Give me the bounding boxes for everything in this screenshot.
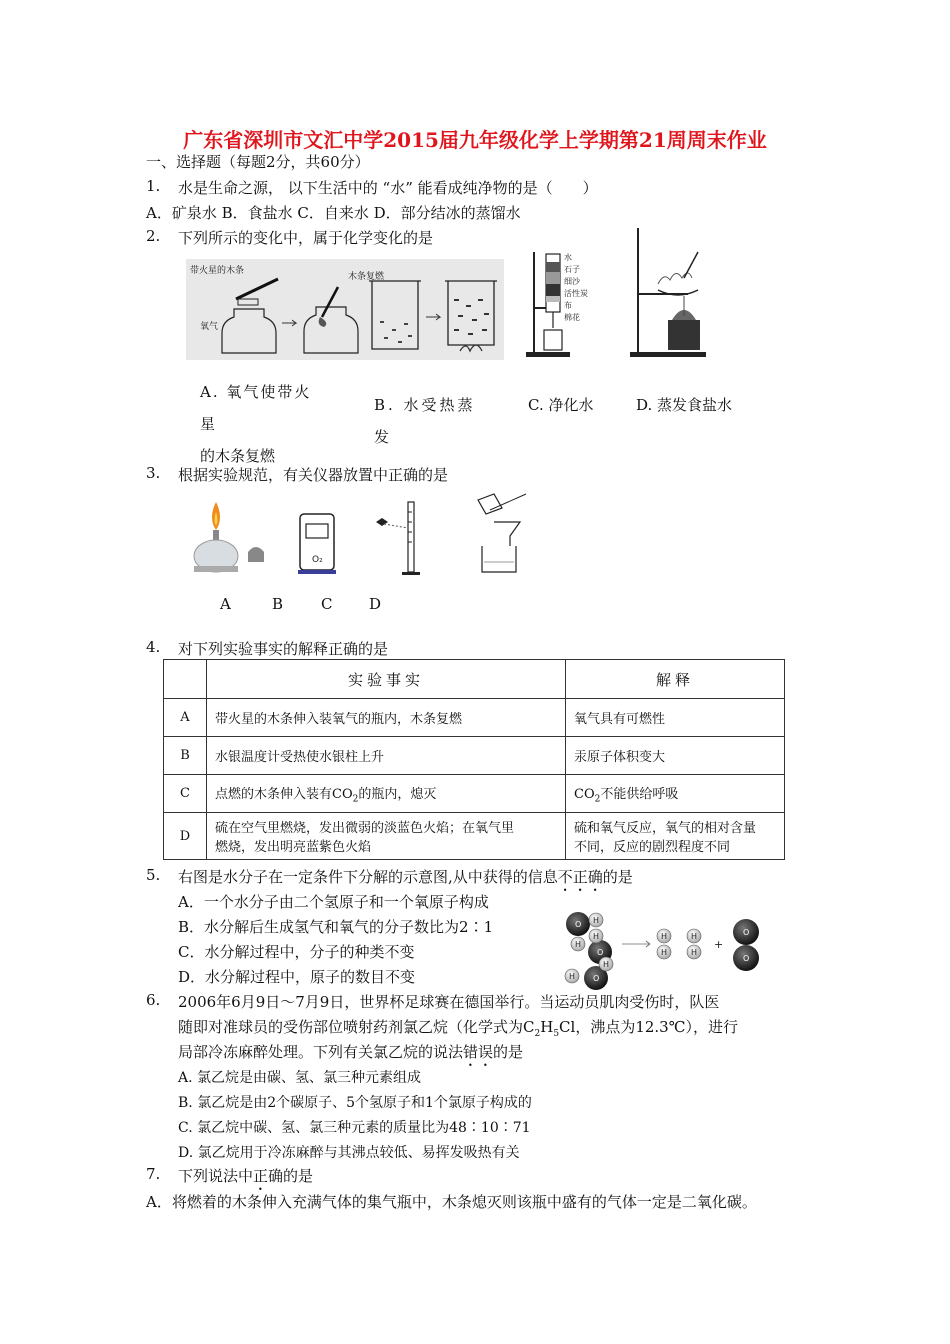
row-explanation: 汞原子体积变大 [566,737,785,775]
svg-text:H: H [593,932,600,941]
svg-text:O: O [575,920,582,929]
q2-option-a-line1: A. 氧气使带火 [200,383,312,401]
row-key: C [164,775,207,813]
q1-number: 1. [146,177,161,195]
q5-water-decomposition-diagram [560,906,770,994]
q3-label-d: D [369,595,382,613]
q5-option-d: D．水分解过程中，原子的数目不变 [178,968,416,986]
q6-option-a: A. 氯乙烷是由碳、氢、氯三种元素组成 [178,1070,422,1086]
label-oxygen: 氧气 [200,322,219,332]
label-water: 水 [564,253,572,262]
page-title: 广东省深圳市文汇中学2015届九年级化学上学期第21周周末作业 [183,128,767,152]
q2-figure-evaporating-dish [628,224,708,360]
row-fact: 带火星的木条伸入装氧气的瓶内，木条复燃 [207,699,566,737]
q5-text: 右图是水分子在一定条件下分解的示意图,从中获得的信息不正确的是 [178,868,633,886]
label-cotton: 棉花 [564,313,580,322]
table-header-explanation: 解释 [566,660,785,699]
q4-number: 4. [146,638,161,656]
svg-text:+: + [714,938,724,951]
svg-text:H: H [593,916,600,925]
q1-options: A．矿泉水 B．食盐水 C．自来水 D．部分结冰的蒸馏水 [146,204,521,222]
label-sand: 细沙 [564,277,580,286]
q2-option-d: D. 蒸发食盐水 [636,396,733,414]
q2-option-a-line3: 的木条复燃 [200,447,276,465]
svg-text:O: O [743,954,750,963]
q6-number: 6. [146,991,161,1009]
table-header-fact: 实验事实 [207,660,566,699]
table-row [164,775,785,813]
q2-text: 下列所示的变化中，属于化学变化的是 [178,229,434,247]
table-row [164,813,785,860]
svg-text:H: H [569,972,576,981]
row-fact: 点燃的木条伸入装有$CO_2$的瓶内，熄灭 [207,775,566,813]
table-row [164,699,785,737]
q5-number: 5. [146,866,161,884]
svg-text:O: O [743,928,750,937]
q6-line1: 2006年6月9日～7月9日，世界杯足球赛在德国举行。当运动员肌肉受伤时，队医 [178,993,720,1011]
row-fact: 硫在空气里燃烧，发出微弱的淡蓝色火焰；在氧气里 燃烧，发出明亮蓝紫色火焰 [207,813,566,860]
table-row [164,737,785,775]
svg-text:H: H [661,932,668,941]
row-fact: 水银温度计受热使水银柱上升 [207,737,566,775]
q2-number: 2. [146,227,161,245]
q3-label-c: C [321,595,333,613]
label-stone: 石子 [564,265,580,274]
row-explanation: 硫和氧气反应，氧气的相对含量 不同，反应的剧烈程度不同 [566,813,785,860]
q5-option-c: C．水分解过程中，分子的种类不变 [178,943,415,961]
table-header-row [164,660,785,699]
q3-figure-instruments [186,492,546,582]
row-key: D [164,813,207,860]
section-heading: 一、选择题（每题2分，共60分） [146,153,370,171]
q3-label-b: B [272,595,284,613]
q6-option-b: B. 氯乙烷是由2个碳原子、5个氢原子和1个氯原子构成的 [178,1095,532,1111]
q2-option-b-line1: B. 水受热蒸 [374,396,476,414]
q2-figure-oxygen-evaporation [186,259,504,360]
q3-label-a: A [220,595,231,613]
q5-option-a: A．一个水分子由二个氢原子和一个氧原子构成 [178,893,489,911]
svg-text:O: O [593,974,600,983]
label-carbon: 活性炭 [564,289,588,298]
q2-option-b-line2: 发 [374,428,390,446]
q1-text: 水是生命之源， 以下生活中的 “水” 能看成纯净物的是（ ） [178,179,598,197]
svg-text:H: H [575,940,582,949]
q4-table [163,659,785,860]
svg-text:O: O [597,948,604,957]
row-key: B [164,737,207,775]
svg-text:H: H [691,932,698,941]
label-relit: 木条复燃 [348,272,385,282]
svg-text:H: H [661,948,668,957]
q6-option-c: C. 氯乙烷中碳、氢、氯三种元素的质量比为48∶10∶71 [178,1120,531,1136]
q6-line3: 局部冷冻麻醉处理。下列有关氯乙烷的说法错误的是 [178,1043,524,1061]
q6-option-d: D. 氯乙烷用于冷冻麻醉与其沸点较低、易挥发吸热有关 [178,1145,520,1161]
q7-option-a: A．将燃着的木条伸入充满气体的集气瓶中，木条熄灭则该瓶中盛有的气体一定是二氧化碳。 [146,1193,757,1211]
svg-text:H: H [691,948,698,957]
q4-text: 对下列实验事实的解释正确的是 [178,640,389,658]
label-cloth: 布 [564,301,572,310]
o2-label: O₂ [312,555,323,565]
q3-number: 3. [146,464,161,482]
q5-option-b: B．水分解后生成氢气和氧气的分子数比为2∶1 [178,918,494,936]
svg-text:H: H [603,960,610,969]
q2-option-a-line2: 星 [200,415,216,433]
q6-line2: 随即对准球员的受伤部位喷射药剂氯乙烷（化学式为$C_2H_5Cl$，沸点为12.3℃），进行 [178,1018,739,1039]
row-key: A [164,699,207,737]
row-explanation: 氧气具有可燃性 [566,699,785,737]
row-explanation: $CO_2$不能供给呼吸 [566,775,785,813]
table-header-blank [164,660,207,699]
label-splint: 带火星的木条 [190,266,245,276]
q2-option-c: C. 净化水 [528,396,594,414]
q2-figure-water-purifier [524,248,604,360]
q7-number: 7. [146,1165,161,1183]
q3-text: 根据实验规范，有关仪器放置中正确的是 [178,466,449,484]
q7-text: 下列说法中正确的是 [178,1167,314,1185]
